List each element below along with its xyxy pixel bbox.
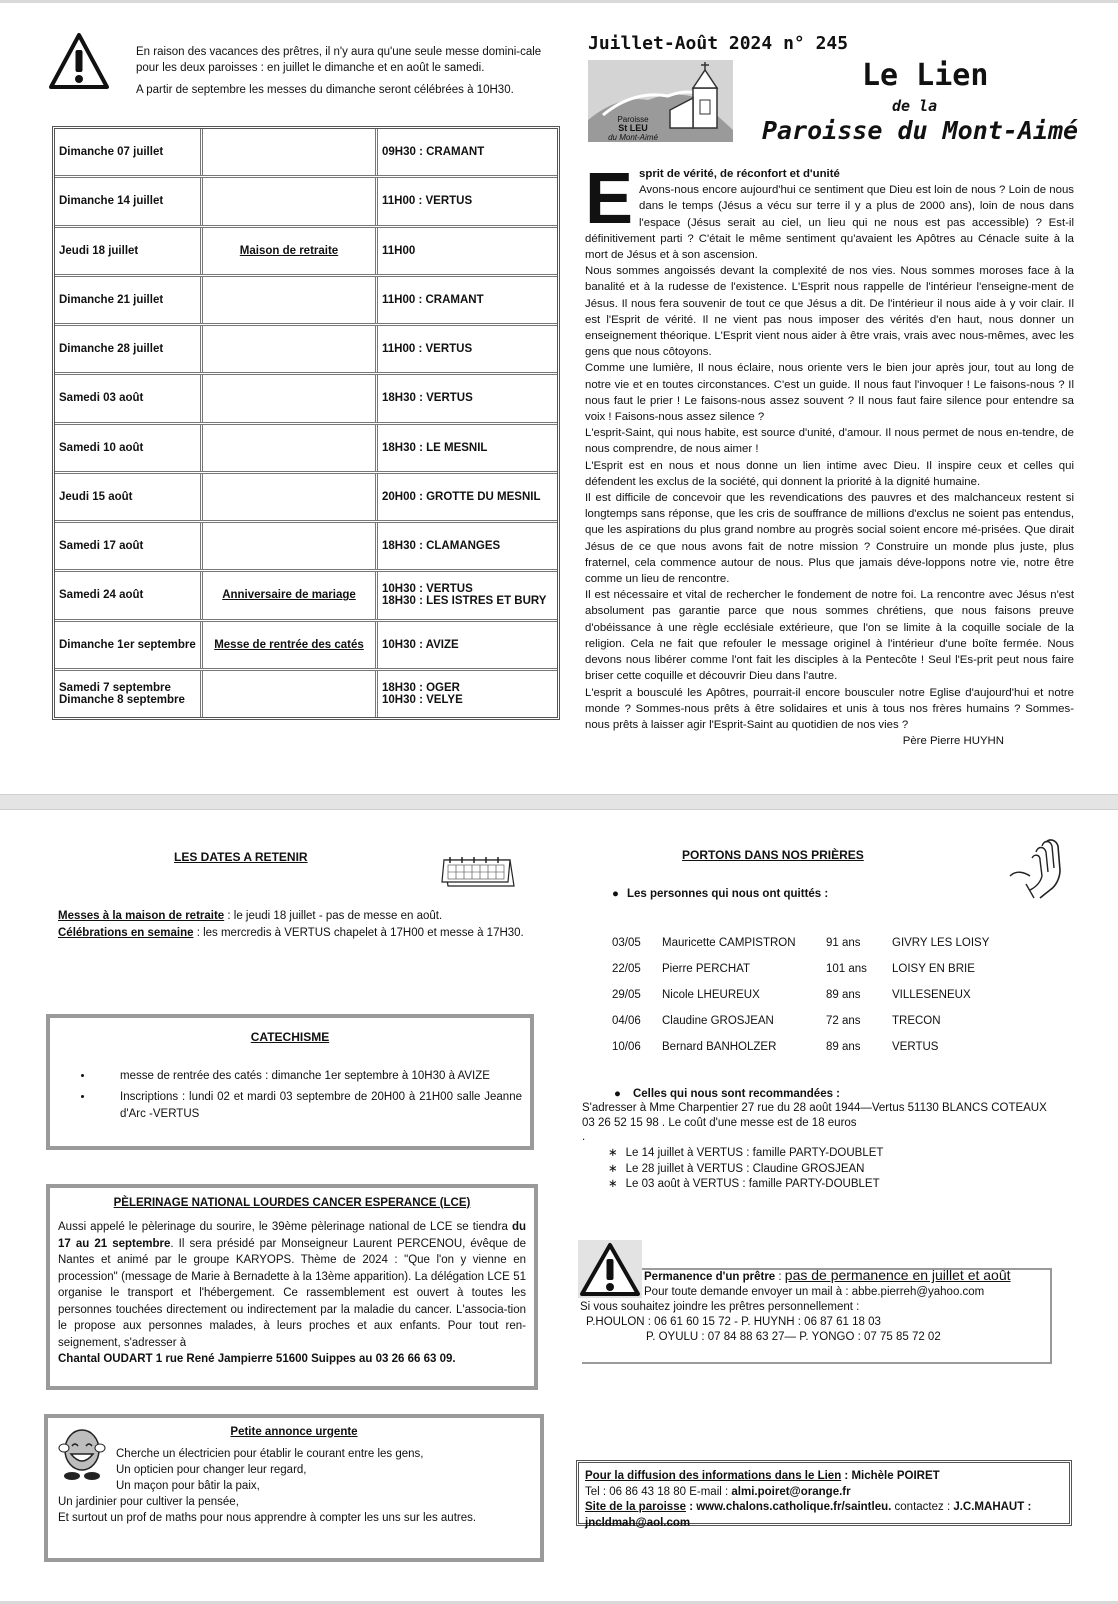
catechisme-list bbox=[50, 1068, 530, 1123]
editorial-paragraph: Il est difficile de concevoir que les revendications des pauvres et des malchanceux restent si longtemps sans réponse, que les cris de souffrance de millions d'exclus ne soient pas entendus, que les aspirations du plus grand nombre au progrès social soient encore mé-prisées. Que dirait Jésus de ce que nous avons fait de notre mission ? Construire un monde plus juste, plus fraternel, cela commence autour de nous. Plus que jamais déve-loppons notre vie, notre être comme un lieu de rencontre. bbox=[585, 492, 1074, 586]
deceased-date: 04/06 bbox=[612, 1015, 641, 1027]
mass-day bbox=[55, 622, 203, 668]
table-row bbox=[612, 961, 1012, 987]
mass-day-text: Samedi 17 août bbox=[59, 540, 144, 553]
mass-time-text: 09H30 : CRAMANT bbox=[382, 146, 485, 159]
logo-line1: Paroisse bbox=[617, 115, 649, 124]
list-item: • messe de rentrée des catés : dimanche 1er septembre à 10H30 à AVIZE bbox=[94, 1068, 530, 1085]
mass-time-text: 18H30 : CLAMANGES bbox=[382, 540, 501, 553]
mass-day-text: Samedi 7 septembre bbox=[59, 681, 171, 694]
mass-time bbox=[378, 671, 557, 717]
list-item: ∗ Le 14 juillet à VERTUS : famille PARTY-DOUBLET bbox=[608, 1146, 883, 1162]
table-row bbox=[55, 326, 557, 375]
annonce-line: Un jardinier pour cultiver la pensée, bbox=[58, 1496, 239, 1508]
deceased-heading bbox=[612, 888, 828, 900]
lourdes-text: Aussi appelé le pèlerinage du sourire, le 39ème pèlerinage national de LCE se tiendra bbox=[58, 1221, 512, 1233]
recommended-info-line: S'adresser à Mme Charpentier 27 rue du 28 août 1944—Vertus 51130 BLANCS COTEAUX bbox=[582, 1102, 1047, 1114]
mass-day bbox=[55, 277, 203, 323]
lourdes-dates: du 17 au 21 septembre bbox=[58, 1221, 526, 1250]
diffusion-sep: : bbox=[841, 1470, 852, 1482]
deceased-date: 29/05 bbox=[612, 989, 641, 1001]
mass-time bbox=[378, 474, 557, 520]
table-row bbox=[55, 375, 557, 424]
mass-day bbox=[55, 425, 203, 471]
warning-icon bbox=[48, 32, 110, 90]
table-row bbox=[612, 935, 1012, 961]
lourdes-title: PÈLERINAGE NATIONAL LOURDES CANCER ESPERANCE (LCE) bbox=[113, 1197, 471, 1209]
mass-time-text: 10H30 : AVIZE bbox=[382, 638, 459, 651]
table-row bbox=[55, 228, 557, 277]
diffusion-label: Pour la diffusion des informations dans le Lien bbox=[585, 1470, 842, 1482]
mass-day-text: Samedi 10 août bbox=[59, 441, 144, 454]
dates-label: Célébrations en semaine bbox=[58, 927, 194, 939]
mass-time-text: 18H30 : LES ISTRES ET BURY bbox=[382, 595, 547, 608]
deceased-place: GIVRY LES LOISY bbox=[892, 937, 990, 949]
diffusion-site: : www.chalons.catholique.fr/saintleu. bbox=[686, 1501, 892, 1513]
permanence-text bbox=[580, 1268, 1060, 1345]
deceased-heading-text: Les personnes qui nous ont quittés : bbox=[626, 888, 829, 900]
mass-day bbox=[55, 228, 203, 274]
mass-day bbox=[55, 129, 203, 175]
mass-time-text: 11H00 bbox=[382, 244, 416, 257]
diffusion-site-label: Site de la paroisse bbox=[585, 1501, 686, 1513]
mass-day bbox=[55, 671, 203, 717]
deceased-date: 10/06 bbox=[612, 1041, 641, 1053]
deceased-place: VILLESENEUX bbox=[892, 989, 971, 1001]
table-row bbox=[55, 129, 557, 178]
mass-event bbox=[203, 671, 378, 717]
bullet-icon: ● bbox=[614, 1088, 621, 1100]
list-item: ∗ Le 03 août à VERTUS : famille PARTY-DOUBLET bbox=[608, 1177, 883, 1193]
table-row bbox=[55, 523, 557, 572]
deceased-table bbox=[612, 935, 1012, 1065]
notice-line1: En raison des vacances des prêtres, il n'y aura qu'une seule messe domini-cale pour les deux paroisses : en juillet le dimanche et en août le samedi. bbox=[136, 46, 542, 74]
mass-time bbox=[378, 277, 557, 323]
mass-time-text: 18H30 : VERTUS bbox=[382, 392, 473, 405]
annonce-line: Et surtout un prof de maths pour nous apprendre à compter les uns sur les autres. bbox=[58, 1512, 477, 1524]
mass-time bbox=[378, 326, 557, 372]
lourdes-contact: Chantal OUDART 1 rue René Jampierre 51600 Suippes au 03 26 66 63 09. bbox=[58, 1353, 456, 1365]
vacation-notice bbox=[136, 44, 546, 104]
praying-hands-icon bbox=[1006, 836, 1066, 900]
dates-list bbox=[58, 908, 524, 942]
mass-time-text: 20H00 : GROTTE DU MESNIL bbox=[382, 490, 541, 503]
mass-time bbox=[378, 523, 557, 569]
table-row bbox=[612, 987, 1012, 1013]
mass-day bbox=[55, 375, 203, 421]
dates-title: LES DATES A RETENIR bbox=[174, 850, 308, 864]
deceased-name: Mauricette CAMPISTRON bbox=[662, 937, 796, 949]
diffusion-name: Michèle POIRET bbox=[851, 1470, 940, 1482]
diffusion-contact: contactez : bbox=[891, 1501, 954, 1513]
deceased-age: 72 ans bbox=[826, 1015, 861, 1027]
mass-event bbox=[203, 178, 378, 224]
deceased-date: 22/05 bbox=[612, 963, 641, 975]
editorial-paragraph: Nous sommes angoissés devant la complexité de nos vies. Nous sommes moroses face à la banalité et à la rudesse de l'existence. L'Esprit nous rappelle de l'intérieur l'enseigne-ment de Jésus. Il nous fera souvenir de tout ce que Jésus a dit. De l'intérieur il nous aide à y voir clair. Il est l'Esprit de vérité. Il ne vient pas nous imposer des vérités d'en haut, nous donner un enseignement théorique. L'Esprit vient nous aider à être vrais, vrais avec nous-mêmes, avec les gens que nous côtoyons. bbox=[585, 265, 1074, 359]
mass-event: Maison de retraite bbox=[203, 228, 378, 274]
mass-day bbox=[55, 474, 203, 520]
editorial-paragraph: Comme une lumière, Il nous éclaire, nous oriente vers le bien jour après jour, tout au long de notre vie et en toutes circonstances. C'est un guide. Il nous faut l'invoquer ! Le faisons-nous ? Il nous faut le prier ! Le faisons-nous assez souvent ? Il nous faut faire silence pour entendre sa voix ! Faisons-nous assez silence ? bbox=[585, 362, 1074, 424]
editorial-article bbox=[585, 159, 1074, 749]
mass-time bbox=[378, 425, 557, 471]
table-row bbox=[55, 277, 557, 326]
deceased-place: TRECON bbox=[892, 1015, 941, 1027]
table-row bbox=[55, 178, 557, 227]
list-item: • Inscriptions : lundi 02 et mardi 03 septembre de 20H00 à 21H00 salle Jeanne d'Arc -VERTUS bbox=[94, 1089, 530, 1123]
annonce-line: Un opticien pour changer leur regard, bbox=[116, 1464, 307, 1476]
mass-event bbox=[203, 425, 378, 471]
table-row bbox=[55, 572, 557, 621]
top-border bbox=[0, 0, 1118, 3]
recommended-info bbox=[582, 1101, 1102, 1145]
mass-day-text: Dimanche 1er septembre bbox=[59, 638, 196, 651]
mass-day-text: Samedi 03 août bbox=[59, 392, 144, 405]
recommended-heading bbox=[614, 1088, 840, 1100]
page-separator bbox=[0, 794, 1118, 810]
mass-time bbox=[378, 622, 557, 668]
diffusion-contact-email: : jncldmah@aol.com bbox=[585, 1501, 1032, 1529]
table-row bbox=[55, 425, 557, 474]
mass-time bbox=[378, 228, 557, 274]
deceased-place: LOISY EN BRIE bbox=[892, 963, 975, 975]
annonce-line: Un maçon pour bâtir la paix, bbox=[116, 1480, 260, 1492]
mass-event: Messe de rentrée des catés bbox=[203, 622, 378, 668]
deceased-date: 03/05 bbox=[612, 937, 641, 949]
lourdes-text: . Il sera présidé par Monseigneur Laurent PERCENOU, évêque de Nantes et animé par le groupe KARYOPS. Thème de 2024 : "Que l'on y vienne en procession" (message de Marie à Bernadette à la 13ème apparition). La délégation LCE 51 organise le transport et l'hébergement. Ce rassemblement est ouvert à toutes les personnes touchées directement ou indirectement par la maladie du cancer. L'associa-tion le propose aux personnes malades, à leurs proches et aux enfants. Pour tout ren-seignement, s'adresser à bbox=[58, 1237, 526, 1349]
dates-label: Messes à la maison de retraite bbox=[58, 910, 225, 922]
diffusion-box bbox=[576, 1460, 1072, 1529]
mass-time bbox=[378, 178, 557, 224]
dates-text: : le jeudi 18 juillet - pas de messe en août. bbox=[224, 910, 443, 922]
mass-day bbox=[55, 178, 203, 224]
table-row bbox=[55, 671, 557, 717]
mass-time-text: 10H30 : VELYE bbox=[382, 693, 463, 706]
mass-event bbox=[203, 129, 378, 175]
annonce-box bbox=[44, 1414, 544, 1562]
logo-line3: du Mont-Aimé bbox=[608, 133, 658, 142]
prieres-title: PORTONS DANS NOS PRIÈRES bbox=[682, 848, 864, 862]
annonce-line: Cherche un électricien pour établir le courant entre les gens, bbox=[116, 1448, 424, 1460]
mass-time-text: 11H00 : VERTUS bbox=[382, 343, 473, 356]
newsletter-subtitle: Paroisse du Mont-Aimé bbox=[762, 116, 1079, 145]
mass-day bbox=[55, 326, 203, 372]
catechisme-box bbox=[46, 1014, 534, 1150]
drop-cap: E bbox=[585, 159, 634, 239]
mass-time-text: 18H30 : OGER bbox=[382, 681, 460, 694]
permanence-label: Permanence d'un prêtre bbox=[644, 1271, 776, 1283]
mass-event: Anniversaire de mariage bbox=[203, 572, 378, 618]
table-row bbox=[612, 1039, 1012, 1065]
catechisme-title: CATECHISME bbox=[250, 1030, 330, 1044]
mass-event bbox=[203, 523, 378, 569]
mass-time-text: 11H00 : CRAMANT bbox=[382, 293, 484, 306]
editorial-paragraph: L'Esprit est en nous et nous donne un lien intime avec Dieu. Il inspire ceux et celles qui défendent les exclus de la société, qui donnent la priorité à la dignité humaine. bbox=[585, 459, 1074, 488]
notice-line2: A partir de septembre les messes du dimanche seront célébrées à 10H30. bbox=[136, 84, 514, 96]
editorial-paragraph: Il est nécessaire et vital de rechercher le fondement de notre foi. La rencontre avec Jésus n'est absolument pas garantie parce que nous sommes chrétiens, que nous faisons preuve d'obéissance à une règle ecclésiale extérieure, que l'on se limite à la coquille sociale de la religion. Cela ne fait que refouler le message originel à l'intérieur d'une boîte fermée. Nous devons nous libérer comme l'ont fait les disciples à la Pentecôte ! Seul l'Es-prit peut nous faire briser cette coquille et découvrir Dieu dans l'autre. bbox=[585, 589, 1074, 683]
mass-schedule-table bbox=[52, 126, 560, 720]
mass-event bbox=[203, 474, 378, 520]
logo-line2: St LEU bbox=[618, 123, 648, 133]
permanence-line: P. OYULU : 07 84 88 63 27— P. YONGO : 07 75 85 72 02 bbox=[646, 1331, 941, 1343]
table-row bbox=[612, 1013, 1012, 1039]
editorial-signature: Père Pierre HUYHN bbox=[902, 735, 1004, 748]
mass-day-text: Dimanche 8 septembre bbox=[59, 693, 185, 706]
mass-event bbox=[203, 375, 378, 421]
mass-day bbox=[55, 572, 203, 618]
deceased-age: 89 ans bbox=[826, 989, 861, 1001]
editorial-title: sprit de vérité, de réconfort et d'unité bbox=[639, 168, 840, 180]
newsletter-title: Le Lien bbox=[862, 58, 989, 93]
bullet-icon: ● bbox=[612, 888, 619, 900]
mass-day-text: Dimanche 07 juillet bbox=[59, 146, 164, 159]
lourdes-box bbox=[46, 1184, 538, 1390]
diffusion-email: almi.poiret@orange.fr bbox=[731, 1485, 851, 1498]
recommended-info-line: 03 26 52 15 98 . Le coût d'une messe est de 18 euros bbox=[582, 1116, 857, 1129]
list-item: ∗ Le 28 juillet à VERTUS : Claudine GROSJEAN bbox=[608, 1162, 883, 1178]
deceased-name: Nicole LHEUREUX bbox=[662, 989, 760, 1001]
table-row bbox=[55, 474, 557, 523]
logo-text bbox=[588, 115, 678, 142]
permanence-sep: : bbox=[775, 1271, 785, 1283]
mass-event bbox=[203, 326, 378, 372]
permanence-value: pas de permanence en juillet et août bbox=[784, 1267, 1011, 1283]
mass-time-text: 11H00 : VERTUS bbox=[382, 195, 473, 208]
recommended-heading-text: Celles qui nous sont recommandées : bbox=[632, 1088, 841, 1100]
deceased-age: 101 ans bbox=[826, 963, 867, 975]
mass-time-text: 10H30 : VERTUS bbox=[382, 583, 473, 596]
annonce-title: Petite annonce urgente bbox=[230, 1426, 358, 1438]
deceased-place: VERTUS bbox=[892, 1041, 939, 1053]
annonce-lines bbox=[58, 1446, 476, 1526]
permanence-line: P.HOULON : 06 61 60 15 72 - P. HUYNH : 06 87 61 18 03 bbox=[586, 1316, 881, 1328]
table-row bbox=[55, 622, 557, 671]
mass-day-text: Samedi 24 août bbox=[59, 589, 144, 602]
mass-day-text: Jeudi 18 juillet bbox=[59, 244, 139, 257]
recommended-list bbox=[608, 1146, 883, 1193]
deceased-name: Claudine GROSJEAN bbox=[662, 1015, 774, 1027]
editorial-paragraph: L'esprit a bousculé les Apôtres, pourrait-il encore bousculer notre Eglise d'aujourd'hui et notre monde ? Sommes-nous prêts à être solidaires et unis à tous nos frères humains ? Sommes-nous prêts à laisser agir l'Esprit-Saint au quotidien de nos vies ? bbox=[585, 686, 1074, 731]
deceased-name: Bernard BANHOLZER bbox=[662, 1041, 777, 1053]
mass-day-text: Jeudi 15 août bbox=[59, 490, 133, 503]
newsletter-title-de-la: de la bbox=[892, 97, 938, 115]
permanence-line: Pour toute demande envoyer un mail à : abbe.pierreh@yahoo.com bbox=[644, 1286, 985, 1298]
mass-time bbox=[378, 375, 557, 421]
mass-event bbox=[203, 277, 378, 323]
deceased-age: 91 ans bbox=[826, 937, 861, 949]
recommended-info-dot: . bbox=[582, 1131, 586, 1143]
editorial-paragraph: L'esprit-Saint, qui nous habite, est source d'unité, d'amour. Il nous permet de nous en-tendre, de nous comprendre, de nous aimer ! bbox=[585, 427, 1074, 456]
mass-day-text: Dimanche 21 juillet bbox=[59, 293, 164, 306]
calendar-icon bbox=[440, 852, 516, 888]
mass-time bbox=[378, 129, 557, 175]
diffusion-tel: Tel : 06 86 43 18 80 E-mail : bbox=[585, 1485, 732, 1498]
mass-time-text: 18H30 : LE MESNIL bbox=[382, 441, 488, 454]
editorial-paragraph: Avons-nous encore aujourd'hui ce sentiment que Dieu est loin de nous ? Loin de nous dans le temps (Jésus a vécu sur terre il y a plus de 2000 ans), loin de nous dans l'espace (Jésus serait au ciel, un lieu qui ne nous est pas accessible) ? Est-il définitivement parti ? C'était le même sentiment qu'avaient les Apôtres au Cénacle suite à la mort de Jésus et à son ascension. bbox=[585, 184, 1074, 262]
mass-day bbox=[55, 523, 203, 569]
lourdes-body bbox=[58, 1219, 526, 1368]
issue-number: Juillet-Août 2024 n° 245 bbox=[588, 33, 849, 54]
permanence-line: Si vous souhaitez joindre les prêtres personnellement : bbox=[580, 1301, 860, 1313]
deceased-age: 89 ans bbox=[826, 1041, 861, 1053]
mass-day-text: Dimanche 14 juillet bbox=[59, 195, 164, 208]
mass-time bbox=[378, 572, 557, 618]
dates-text: : les mercredis à VERTUS chapelet à 17H00 et messe à 17H30. bbox=[193, 927, 524, 939]
parish-logo bbox=[588, 60, 733, 142]
deceased-name: Pierre PERCHAT bbox=[662, 963, 750, 975]
diffusion-contact-name: J.C.MAHAUT bbox=[953, 1501, 1025, 1513]
mass-day-text: Dimanche 28 juillet bbox=[59, 343, 164, 356]
